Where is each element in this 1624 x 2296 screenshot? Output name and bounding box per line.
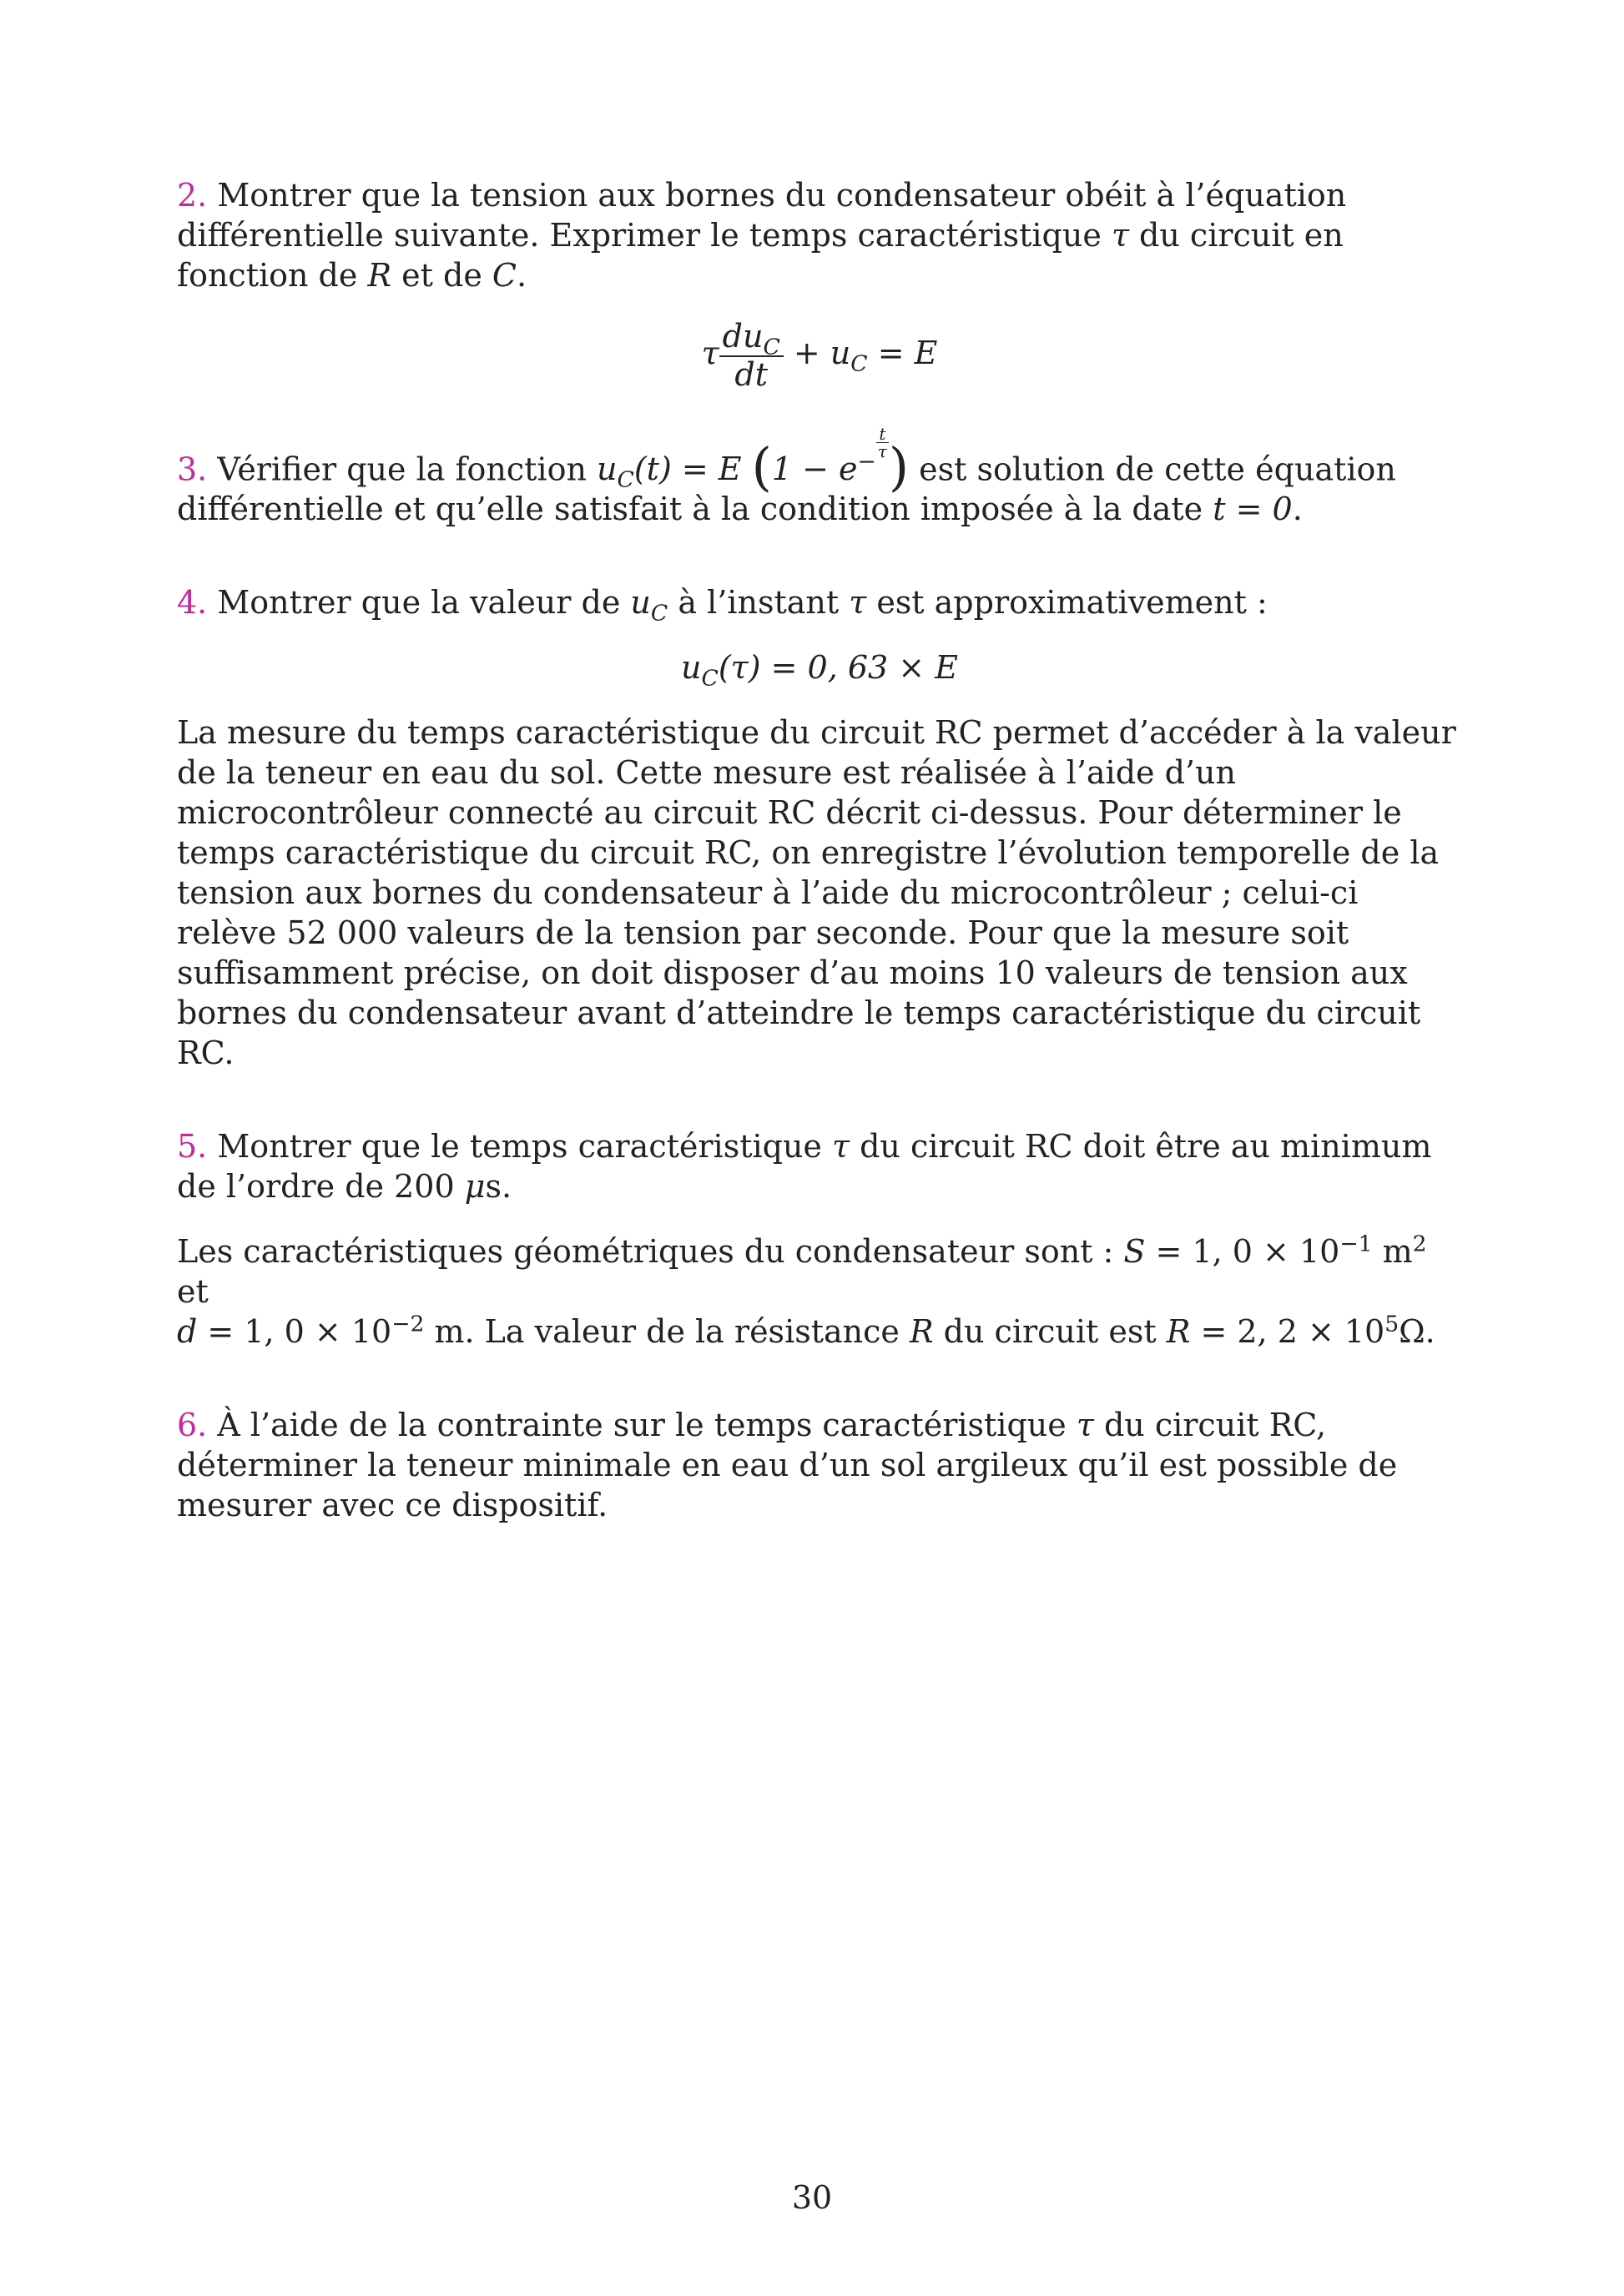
question-text: est solution de cette équation différentielle et qu’elle satisfait à la condition imposée à la date [177,451,1396,528]
question-text: Montrer que la tension aux bornes du condensateur obéit à l’équation différentielle suivante. Exprimer le temps caractéristique [177,177,1347,254]
tau-symbol: τ [1111,217,1129,254]
exponent-fraction: $\frac{t}{\tau}$ [877,423,887,461]
question-text: . [516,257,527,294]
page-number: 30 [791,2179,833,2216]
question-2 [177,175,1462,295]
question-text: du circuit en fonction de [177,217,1344,294]
question-number: 2. [177,177,208,214]
question-text: à l’instant [668,584,850,622]
question-5: 5. Montrer que le temps caractéristique τ du circuit RC doit être au minimum de l’ordre de 200 μs. [177,1128,1432,1206]
fraction-denominator: dt [734,355,769,393]
question-3: 3. Vérifier que la fonction $u_C(t) = E$ ($1 - e^{- \frac{t}{\tau}}$ ) est solution de cette équation différentielle et qu’elle satisfait à la condition imposée à la date t = 0. [177,423,1396,528]
question-number: 4. [177,584,208,622]
resistance-symbol: R [367,257,392,294]
capacitance-symbol: C [492,257,517,294]
question-number: 3. [177,451,208,488]
equation-tau: τ [701,335,719,372]
question-4 [177,582,1462,627]
tau-symbol: τ [849,584,867,622]
uc-symbol: $u_C$ [630,584,668,627]
uc-tau-equation: $u_C(\tau) = 0$, 63 × E [681,649,958,692]
question-text: Vérifier que la fonction [217,451,598,488]
paragraph-characteristics: Les caractéristiques géométriques du condensateur sont : S = 1, $0 \times 10^{-1}$ $m^2$ et d = 1, $0 \times 10^{-2}$ m. La valeur de la résistance R du circuit est R = 2, $2 \times 10^5\Omega$. [177,1231,1435,1351]
question-text: du circuit RC doit être au minimum de l’ordre de 200 [177,1128,1432,1206]
function-expression: $u_C(t) = E$ ($1 - e^{- \frac{t}{\tau}}$ ) [597,423,910,498]
fraction-numerator: $du_C$ [719,320,784,357]
derivative-fraction [719,320,784,392]
question-text: À l’aide de la contrainte sur le temps caractéristique [217,1407,1077,1444]
question-text: du circuit RC, déterminer la teneur minimale en eau d’un sol argileux qu’il est possible de mesurer avec ce dispositif. [177,1407,1398,1524]
initial-condition: t = 0 [1213,491,1293,528]
question-text: Montrer que la valeur de [217,584,631,622]
question-text: est approximativement : [866,584,1268,622]
tau-symbol: τ [1076,1407,1094,1444]
differential-equation [177,320,1462,392]
document-page [177,175,1462,1525]
question-number: 5. [177,1128,208,1166]
question-text: et de [391,257,492,294]
equation-rest: + $u_C = E$ [783,335,938,377]
question-number: 6. [177,1407,208,1444]
question-text: Montrer que le temps caractéristique [217,1128,832,1166]
question-6 [177,1405,1462,1525]
mu-symbol: μ [464,1168,486,1206]
paragraph-measurement: La mesure du temps caractéristique du circuit RC permet d’accéder à la valeur de la teneur en eau du sol. Cette mesure est réalisée à l’aide d’un microcontrôleur connecté au circuit RC décrit ci-dessus. Pour déterminer le temps caractéristique du circuit RC, on enregistre l’évolution temporelle de la tension aux bornes du condensateur à l’aide du microcontrôleur ; celui-ci relève 52 000 valeurs de la tension par seconde. Pour que la mesure soit suffisamment précise, on doit disposer d’au moins 10 valeurs de tension aux bornes du condensateur avant d’atteindre le temps caractéristique du circuit RC. [177,714,1456,1072]
tau-symbol: τ [831,1128,850,1166]
